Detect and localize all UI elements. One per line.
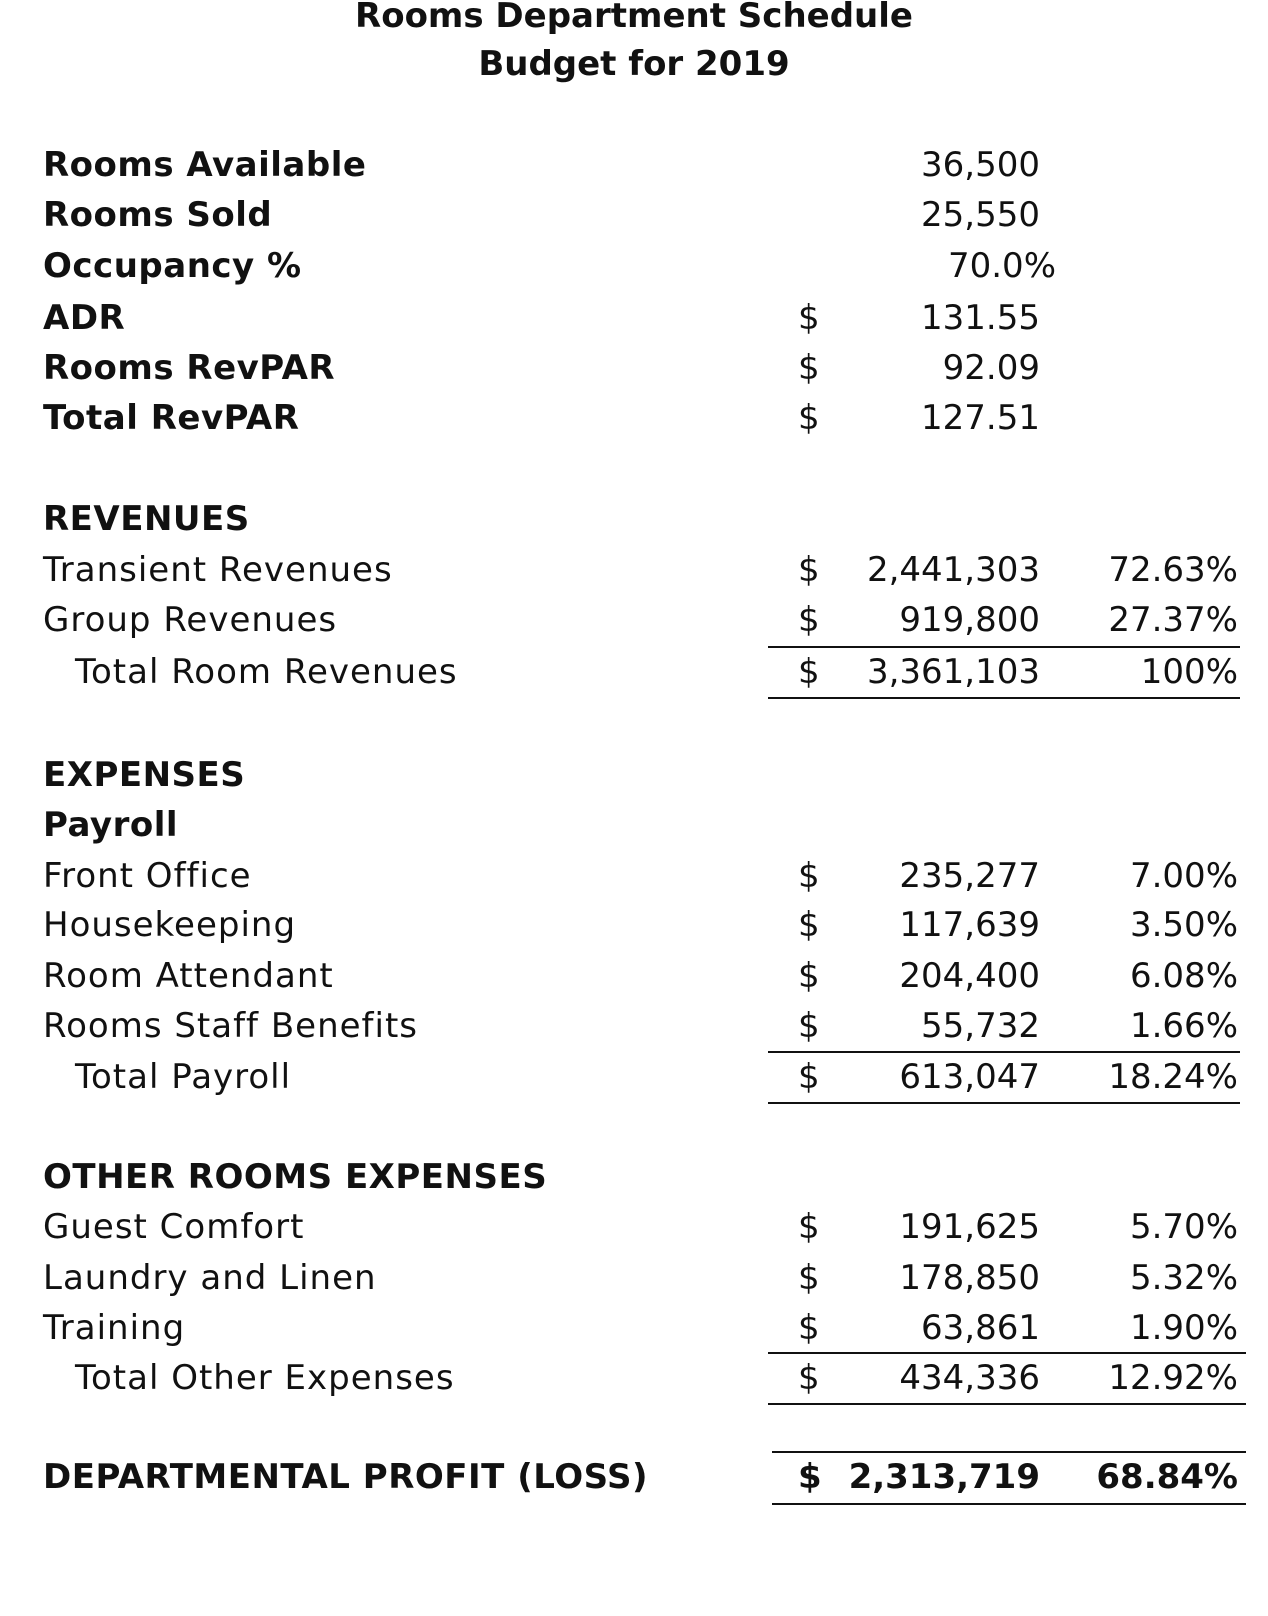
row-label: Transient Revenues [43, 550, 393, 590]
revenue-row-transient [0, 545, 1268, 595]
row-currency: $ [798, 398, 820, 438]
section-heading: REVENUES [43, 499, 250, 539]
row-currency: $ [798, 652, 820, 692]
row-percent: 5.32% [1129, 1258, 1238, 1298]
row-amount: 2,313,719 [848, 1457, 1040, 1497]
row-label: Laundry and Linen [43, 1258, 377, 1298]
row-amount: 55,732 [921, 1006, 1040, 1046]
revenue-total-row [0, 647, 1268, 697]
stat-row-total-revpar [0, 393, 1268, 443]
row-label: Total Payroll [75, 1057, 292, 1097]
stat-row-adr [0, 293, 1268, 343]
row-amount: 204,400 [899, 956, 1040, 996]
row-currency: $ [798, 348, 820, 388]
stat-row-rooms-available [0, 140, 1268, 190]
stat-row-rooms-sold [0, 190, 1268, 240]
row-label: Group Revenues [43, 600, 338, 640]
stat-row-rooms-revpar [0, 343, 1268, 393]
row-label: Total Other Expenses [75, 1358, 455, 1398]
section-heading: OTHER ROOMS EXPENSES [43, 1157, 548, 1197]
row-amount: 191,625 [899, 1207, 1040, 1247]
payroll-total-row [0, 1052, 1268, 1102]
row-label: Rooms Sold [43, 195, 273, 235]
row-label: Rooms Staff Benefits [43, 1006, 419, 1046]
row-label: ADR [43, 298, 126, 338]
row-amount: 178,850 [899, 1258, 1040, 1298]
row-amount: 919,800 [899, 600, 1040, 640]
row-percent: 27.37% [1108, 600, 1238, 640]
row-currency: $ [798, 856, 820, 896]
row-currency: $ [798, 1207, 820, 1247]
row-percent: 100% [1140, 652, 1238, 692]
row-percent: 1.66% [1129, 1006, 1238, 1046]
row-label: Occupancy % [43, 246, 302, 286]
row-label: DEPARTMENTAL PROFIT (LOSS) [43, 1457, 649, 1497]
row-amount: 127.51 [921, 398, 1040, 438]
row-currency: $ [798, 1308, 820, 1348]
row-amount: 131.55 [921, 298, 1040, 338]
row-currency: $ [798, 600, 820, 640]
row-currency: $ [798, 1006, 820, 1046]
divider [768, 1403, 1246, 1405]
row-currency: $ [798, 956, 820, 996]
row-currency: $ [798, 1258, 820, 1298]
row-currency: $ [798, 1057, 820, 1097]
section-heading: EXPENSES [43, 755, 246, 795]
row-percent: 7.00% [1129, 856, 1238, 896]
row-percent: 3.50% [1129, 905, 1238, 945]
stat-row-occupancy [0, 241, 1268, 291]
row-currency: $ [798, 1457, 822, 1497]
row-amount: 63,861 [921, 1308, 1040, 1348]
row-label: Front Office [43, 856, 252, 896]
row-amount: 434,336 [899, 1358, 1040, 1398]
payroll-row-staff-benefits [0, 1001, 1268, 1051]
row-label: Rooms RevPAR [43, 348, 336, 388]
other-total-row [0, 1353, 1268, 1403]
row-label: Rooms Available [43, 145, 367, 185]
row-percent: 5.70% [1129, 1207, 1238, 1247]
row-amount: 2,441,303 [866, 550, 1040, 590]
row-percent: 6.08% [1129, 956, 1238, 996]
row-amount: 235,277 [899, 856, 1040, 896]
row-currency: $ [798, 550, 820, 590]
row-label: Training [43, 1308, 186, 1348]
row-amount: 25,550 [921, 195, 1040, 235]
section-subheading-payroll [0, 800, 1268, 850]
row-amount: 92.09 [942, 348, 1040, 388]
page-subtitle: Budget for 2019 [478, 44, 790, 84]
other-row-training [0, 1303, 1268, 1353]
row-label: Room Attendant [43, 956, 334, 996]
page-title: Rooms Department Schedule [355, 0, 913, 36]
row-amount: 613,047 [899, 1057, 1040, 1097]
other-row-laundry [0, 1253, 1268, 1303]
row-amount: 117,639 [899, 905, 1040, 945]
row-label: Guest Comfort [43, 1207, 305, 1247]
row-currency: $ [798, 905, 820, 945]
section-heading-other-expenses [0, 1152, 1268, 1202]
row-label: Total Room Revenues [75, 652, 458, 692]
row-currency: $ [798, 1358, 820, 1398]
row-label: Housekeeping [43, 905, 297, 945]
row-percent: 72.63% [1108, 550, 1238, 590]
divider [768, 697, 1240, 699]
section-heading-expenses [0, 750, 1268, 800]
row-amount: 3,361,103 [866, 652, 1040, 692]
row-amount: 36,500 [921, 145, 1040, 185]
profit-row [0, 1452, 1268, 1502]
section-subheading: Payroll [43, 805, 179, 845]
divider [768, 1102, 1240, 1104]
divider [772, 1503, 1246, 1505]
payroll-row-front-office [0, 851, 1268, 901]
row-percent: 12.92% [1108, 1358, 1238, 1398]
row-amount: 70.0% [947, 246, 1056, 286]
row-percent: 1.90% [1129, 1308, 1238, 1348]
row-percent: 68.84% [1096, 1457, 1238, 1497]
payroll-row-room-attendant [0, 951, 1268, 1001]
row-percent: 18.24% [1108, 1057, 1238, 1097]
row-currency: $ [798, 298, 820, 338]
payroll-row-housekeeping [0, 900, 1268, 950]
section-heading-revenues [0, 494, 1268, 544]
revenue-row-group [0, 595, 1268, 645]
other-row-guest-comfort [0, 1202, 1268, 1252]
row-label: Total RevPAR [43, 398, 300, 438]
